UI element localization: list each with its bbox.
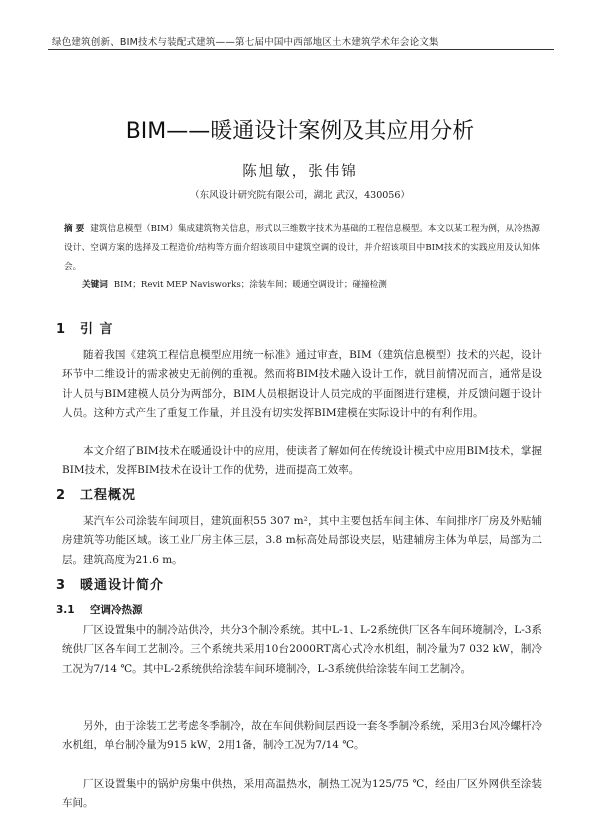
intro-paragraph-2: 本文介绍了BIM技术在暖通设计中的应用，使读者了解如何在传统设计模式中应用BIM技术，掌握BIM技术，发挥BIM技术在设计工作的优势，进而提高工效率。 bbox=[62, 445, 542, 477]
running-header: 绿色建筑创新、BIM技术与装配式建筑——第七届中国中西部地区土木建筑学术年会论文集 bbox=[52, 37, 439, 48]
cooling-paragraph-3: 厂区设置集中的锅炉房集中供热，采用高温热水，制热工况为125/75 ℃，经由厂区外网供至涂装车间。 bbox=[62, 778, 542, 810]
affiliation: （东风设计研究院有限公司，湖北 武汉，430056） bbox=[190, 190, 410, 201]
overview-paragraph: 某汽车公司涂装车间项目，建筑面积55 307 m²，其中主要包括车间主体、车间排序厂房及外贴辅房建筑等功能区域。该工业厂房主体三层，3.8 m标高处局部设夹层，贴建辅房主体为单层，局部为二层。建筑高度为21.6 m。 bbox=[62, 515, 542, 566]
section-number: 1 bbox=[56, 322, 67, 337]
section-number: 3 bbox=[56, 578, 67, 593]
authors: 陈旭敏，张伟锦 bbox=[242, 164, 358, 180]
section-title: 工程概况 bbox=[80, 488, 137, 503]
abstract bbox=[64, 220, 540, 277]
abstract-label: 摘 要 bbox=[64, 224, 85, 234]
section-number: 2 bbox=[56, 488, 67, 503]
cooling-paragraph-2: 另外，由于涂装工艺考虑冬季制冷，故在车间供粉间层西设一套冬季制冷系统，采用3台风冷螺杆冷水机组，单台制冷量为915 kW，2用1备，制冷工况为7/14 ℃。 bbox=[62, 720, 542, 752]
subsection-heading-cooling-heating-source bbox=[56, 602, 143, 617]
header-rule bbox=[48, 49, 554, 50]
keywords-text: BIM；Revit MEP Navisworks；涂装车间；暖通空调设计；碰撞检测 bbox=[113, 280, 387, 290]
keywords-label: 关键词 bbox=[82, 280, 108, 290]
section-heading-hvac-design bbox=[56, 574, 164, 593]
paper-title: BIM——暖通设计案例及其应用分析 bbox=[125, 119, 475, 144]
subsection-number: 3.1 bbox=[56, 604, 75, 616]
subsection-title: 空调冷热源 bbox=[90, 604, 143, 616]
cooling-paragraph-1: 厂区设置集中的制冷站供冷，共分3个制冷系统。其中L-1、L-2系统供厂区各车间环境制冷，L-3系统供厂区各车间工艺制冷。三个系统共采用10台2000RT离心式冷水机组，制冷量为7 032 kW，制冷工况为7/14 ℃。其中L-2系统供给涂装车间环境制冷，L-3系统供给涂装车间工艺制冷。 bbox=[62, 624, 542, 675]
section-heading-project-overview bbox=[56, 484, 136, 503]
section-title: 暖通设计简介 bbox=[80, 578, 165, 593]
intro-paragraph-1: 随着我国《建筑工程信息模型应用统一标准》通过审查，BIM（建筑信息模型）技术的兴起，设计环节中二维设计的需求被史无前例的重视。然而将BIM技术融入设计工作，就目前情况而言，通常是设计人员与BIM建模人员分为两部分，BIM人员根据设计人员完成的平面图进行建模，并反馈问题于设计人员。这种方式产生了重复工作量，并且没有切实发挥BIM建模在实际设计中的有利作用。 bbox=[62, 349, 542, 420]
abstract-text: 建筑信息模型（BIM）集成建筑物关信息，形式以三维数字技术为基础的工程信息模型。本文以某工程为例，从冷热源设计、空调方案的选择及工程造价/结构等方面介绍该项目中建筑空调的设计，并介绍该项目中BIM技术的实践应用及认知体会。 bbox=[64, 224, 540, 272]
section-heading-introduction bbox=[56, 318, 114, 337]
section-title: 引 言 bbox=[80, 322, 114, 337]
keywords bbox=[82, 278, 542, 290]
